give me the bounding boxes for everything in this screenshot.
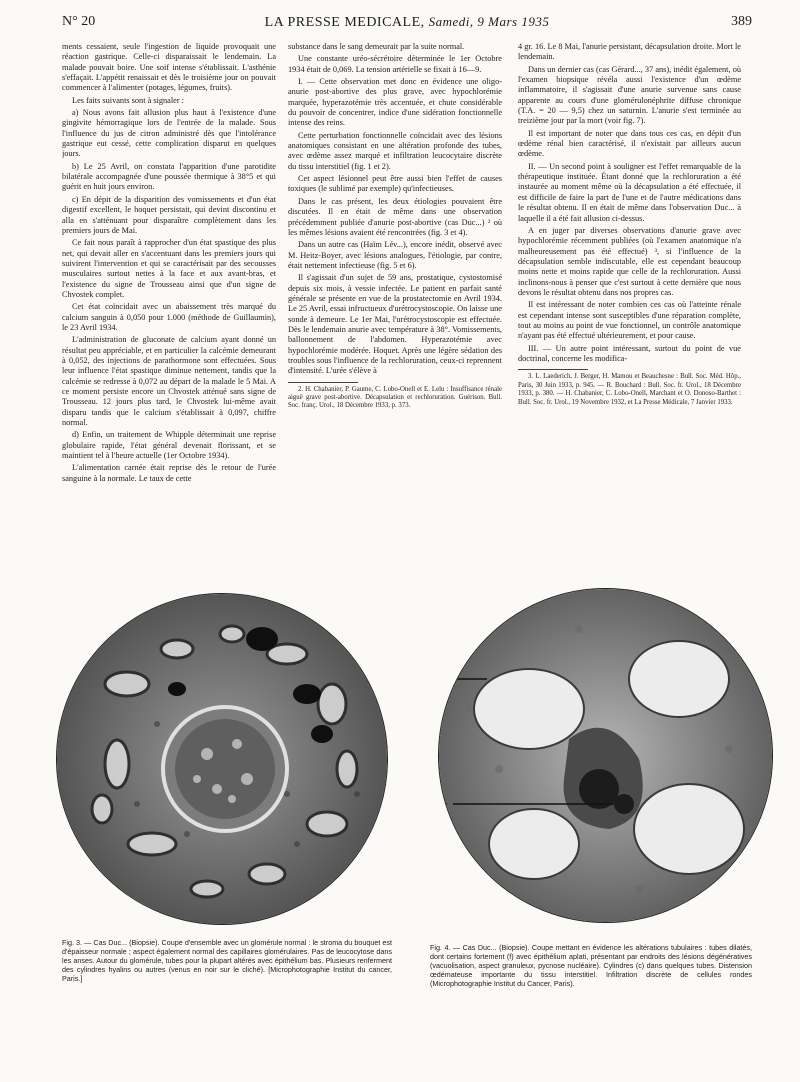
- glomerulus: [163, 707, 287, 831]
- paragraph: III. — Un autre point intéressant, surtout du point de vue doctrinal, concerne les modifica-: [518, 343, 741, 363]
- issue-date: Samedi, 9 Mars 1935: [428, 14, 550, 29]
- footnote-rule: [288, 382, 358, 383]
- paragraph: Cet état coïncidait avec un abaissement très marqué du calcium sanguin à 0,050 pour 1.000 (méthode de Guillaumin), le 23 Avril 1934.: [62, 302, 276, 332]
- paragraph: A en juger par diverses observations d'anurie grave avec hypochlorémie récemment publiées (où l'examen anatomique n'a malheureusement pas été effectué) ³, si l'influence de la décapsulation semble indiscutable, elle est cependant beaucoup moins nette et moins rapide que celle de la rechloruration. Aussi inclinons-nous à penser que c'est surtout à cette dernière que nous devons le résultat obtenu dans nos propres cas.: [518, 225, 741, 297]
- paragraph: Dans un autre cas (Haïm Lév...), encore inédit, observé avec M. Heitz-Boyer, avec lésions analogues, l'étiologie, par contre, était nettement infectieuse (fig. 5 et 6).: [288, 240, 502, 270]
- paragraph: a) Nous avons fait allusion plus haut à l'existence d'une gingivite hémorragique lors de l'entrée de la malade. Sous l'influence du jus de citron administré dès que l'intolérance gastrique eut cessé, cette complication disparut en quelques jours.: [62, 108, 276, 159]
- paragraph: Il est intéressant de noter combien ces cas où l'atteinte rénale est cependant intense sont susceptibles d'une réparation complète, tout au moins au point de vue fonctionnel, un contrôle anatomique n'ayant pas été effectué ultérieurement, et pour cause.: [518, 300, 741, 341]
- issue-number: N° 20: [62, 14, 96, 29]
- label-c: c: [443, 800, 448, 811]
- footnote-3: 3. L. Laederich, J. Berger, H. Mamou et Beauchesne : Bull. Soc. Méd. Hôp., Paris, 30 Juin 1933, p. 945. — R. Bouchard : Bull. Soc. fr. Urol., 18 Décembre 1933, p. 380. — H. Chabanier, C. Lobo-Onell, Marchant et O. Donoso-Barthet : Bull. Soc. fr. Urol., 19 Novembre 1932, et La Presse Médicale, 7 Janvier 1933.: [518, 373, 741, 406]
- paragraph: L'alimentation carnée était reprise dès le retour de l'urée sanguine à la normale. Le taux de cette: [62, 463, 276, 483]
- paragraph: b) Le 25 Avril, on constata l'apparition d'une parotidite bilatérale accompagnée d'une poussée thermique à 38°5 et qui guérit en huit jours environ.: [62, 161, 276, 192]
- text-column-1: [62, 42, 276, 586]
- paragraph: Il est important de noter que dans tous ces cas, en dépit d'un œdème rénal bien caractérisé, il n'existait par ailleurs aucun œdème.: [518, 128, 741, 159]
- page-header: [62, 14, 752, 34]
- paragraph: II. — Un second point à souligner est l'effet remarquable de la thérapeutique instituée. Étant donné que la rechloruration a été instaurée au moment même où la décapsulation a été effectuée, il est difficile de faire la part de l'une et de l'autre médications dans le résultat obtenu. Il en était de même dans l'observation Duc... à laquelle il a été fait allusion ci-dessus.: [518, 161, 741, 223]
- micrograph-fig3-image: [57, 594, 387, 924]
- paragraph: Les faits suivants sont à signaler :: [72, 95, 184, 105]
- paragraph: c) En dépit de la disparition des vomissements et d'un état digestif excellent, le hoquet persistait, qui devint discontinu et alla en s'atténuant pour disparaître complètement dans les premiers jours de Mai.: [62, 194, 276, 235]
- micrograph-fig3: [56, 593, 388, 925]
- text-column-2: [288, 42, 502, 586]
- paragraph: Ce fait nous paraît à rapprocher d'un état spastique des plus net, qui devait aller en s'accentuant dans les premiers jours qui suivirent l'intervention et qui se caractérisait par des secousses musculaires surtout nettes à la face et aux avant-bras, et l'existence du signe de Trousseau ainsi que d'un signe de Chvostek complet.: [62, 238, 276, 299]
- text-column-3: [518, 42, 741, 586]
- running-title: [62, 14, 752, 31]
- paragraph: L'administration de gluconate de calcium ayant donné un résultat peu appréciable, et en particulier la calcémie demeurant à 0,052, des injections de parathormone sont effectuées. Sous leur influence l'état spastique diminue nettement, tandis que la calcémie se redresse à 0,072 au départ de la malade le 5 Mai. A ce moment persiste encore un Chvostek atténué sans signe de Trousseau. 12 jours plus tard, le Chvostek lui-même avait disparu tandis que le calcium s'établissait à 0,097, chiffre normal.: [62, 335, 276, 428]
- paragraph: 4 gr. 16. Le 8 Mai, l'anurie persistant, décapsulation droite. Mort le lendemain.: [518, 42, 741, 62]
- paragraph: Une constante uréo-sécrétoire déterminée le 1er Octobre 1934 était de 0,069. La tension artérielle se fixait à 16—9.: [288, 54, 502, 74]
- micrograph-fig4: [438, 588, 773, 923]
- paragraph: Dans un dernier cas (cas Gérard..., 37 ans), inédit également, où l'examen biopsique révéla aussi l'existence d'un œdème inflammatoire, il s'agissait d'une anurie survenue sans cause apparente au cours d'une glomérulonéphrite diffuse chronique (T.A. = 20 — 9,5) chez un saturnin. L'anurie s'est terminée au treizième jour par la mort (voir fig. 7).: [518, 64, 741, 126]
- paragraph: Cette perturbation fonctionnelle coïncidait avec des lésions anatomiques consistant en une altération profonde des tubes, avec œdème assez marqué et infiltration leucocytaire discrète du tissu interstitiel (fig. 1 et 2).: [288, 130, 502, 171]
- paragraph: Il s'agissait d'un sujet de 59 ans, prostatique, cystostomisé depuis six mois, à vessie infectée. Le patient en parfait santé générale se présente en vue de la prostatectomie en Avril 1934. Le 25 Avril, essai infructueux d'urétrocystoscopie. On laisse une sonde à demeure. Le 1er Mai, l'urétrocystoscopie est effectuée. Dès le lendemain anurie avec température à 38°. Vomissements, ballonnement de l'abdomen. Hyperazotémie avec hypochlorémie modérée. Hoquet. Après une légère sédation des troubles sous l'influence de la rechloruration, ceux-ci reprennent d'intensité. L'urée s'élève à: [288, 273, 502, 376]
- paragraph: Dans le cas présent, les deux étiologies pouvaient être discutées. Il en était de même dans une observation précédemment publiée d'anurie post-abortive (cas Duc...) ² où les mêmes lésions avaient été rencontrées (fig. 3 et 4).: [288, 196, 502, 237]
- paragraph: d) Enfin, un traitement de Whipple déterminait une reprise globulaire rapide, l'état général devenait florissant, et se maintient tel à l'heure actuelle (1er Octobre 1934).: [62, 430, 276, 461]
- journal-name: LA PRESSE MEDICALE,: [264, 15, 425, 30]
- paragraph: I. — Cette observation met donc en évidence une oligo-anurie post-abortive des plus grave, avec hypochlorémie marquée, hyperazotémie très accentuée, et chute considérable du pouvoir de concentrer, indice d'une sidération fonctionnelle intense des reins.: [288, 77, 502, 128]
- label-f: f: [443, 675, 446, 686]
- figure-4-caption: Fig. 4. — Cas Duc... (Biopsie). Coupe mettant en évidence les altérations tubulaires : tubes dilatés, dont certains fortement (f) avec épithélium aplati, présentant par endroits des lésions dégénératives (vacuolisation, aspect granuleux, pycnose nucléaire). Cylindres (c) dans quelques tubes. Distension œdémateuse importante du tissu interstitiel. Infiltration discrète de cellules rondes (Microphotographie Institut du Cancer, Paris).: [430, 943, 752, 988]
- footnote-2: 2. H. Chabanier, P. Gaume, C. Lobo-Onell et E. Lelu : Insuffisance rénale aiguë grave post-abortive. Décapsulation et rechloruration. Guérison. Bull. Soc. franç. Urol., 18 Décembre 1933, p. 373.: [288, 385, 502, 410]
- figure-3-caption: Fig. 3. — Cas Duc... (Biopsie). Coupe d'ensemble avec un glomérule normal : le stroma du bouquet est d'épaisseur normale ; aspect également normal des capillaires glomérulaires. Pas de leucocytose dans les anses. Autour du glomérule, tubes pour la plupart altérés avec épithélium bas. Plusieurs renferment des cylindres hyalins ou autres (venus en noir sur le cliché). [Microphotographie Institut du cancer, Paris.]: [62, 938, 392, 983]
- paragraph: ments cessaient, seule l'ingestion de liquide provoquait une réaction gastrique. Celle-ci disparaissait le lendemain. La malade pouvait boire. Une soif intense s'établissait. L'asthénie s'effaçait. L'appétit renaissait et dès le troisième jour on pouvait commencer à l'alimenter (potages, légumes, fruits).: [62, 42, 276, 93]
- page-number: 389: [731, 14, 752, 29]
- footnote-rule: [518, 369, 588, 370]
- paragraph: Cet aspect lésionnel peut être aussi bien l'effet de causes toxiques (le sublimé par exemple) qu'infectieuses.: [288, 174, 502, 194]
- micrograph-fig4-image: [439, 589, 772, 922]
- paragraph: substance dans le sang demeurait par la suite normal.: [288, 42, 465, 51]
